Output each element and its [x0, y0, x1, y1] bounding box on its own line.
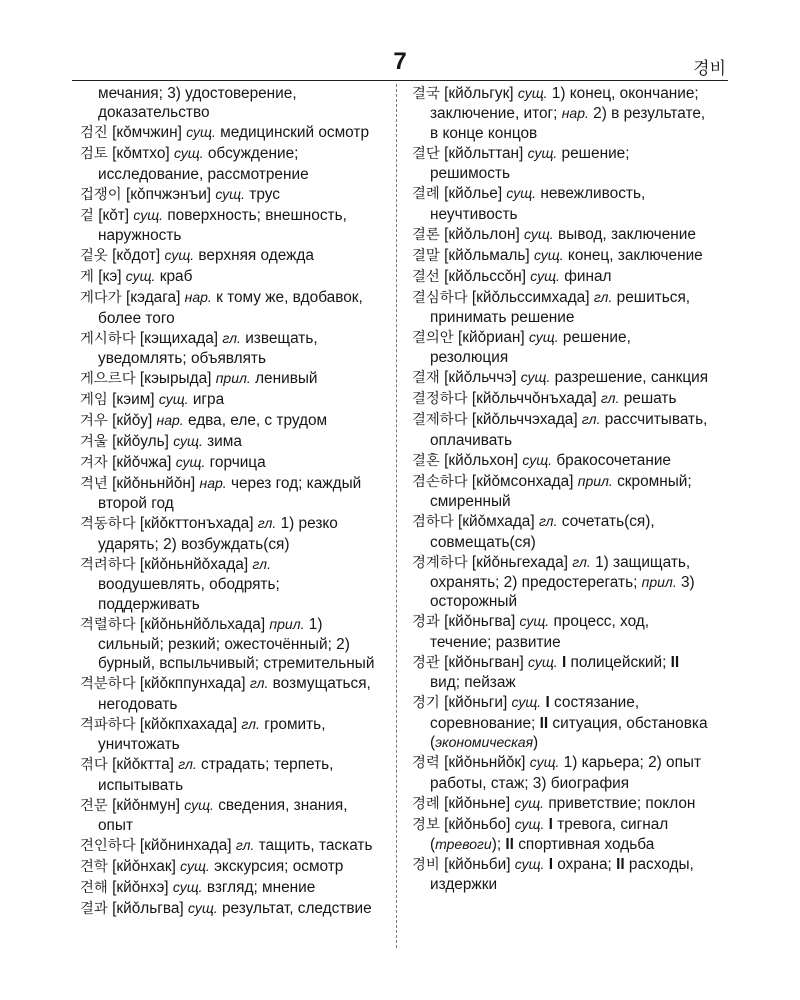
page-header: [72, 44, 728, 81]
dictionary-entry: 경력 [кйǒньнйǒк] сущ. 1) карьера; 2) опыт работы, стаж; 3) биография: [412, 754, 702, 792]
dictionary-entry: 게으르다 [кэырыда] прил. ленивый: [80, 370, 318, 388]
dictionary-entry: 겪다 [кйǒктта] гл. страдать; терпеть, испытывать: [80, 756, 334, 794]
dictionary-entry: 경례 [кйǒньне] сущ. приветствие; поклон: [412, 794, 696, 812]
dictionary-entry: 검진 [кǒмчжин] сущ. медицинский осмотр: [80, 124, 370, 142]
dictionary-entry: 겨울 [кйǒуль] сущ. зима: [80, 433, 242, 451]
dictionary-entry: 결재 [кйǒльччэ] сущ. разрешение, санкция: [412, 369, 709, 387]
column-divider: [396, 84, 397, 948]
dictionary-entry: 경계하다 [кйǒньгехада] гл. 1) защищать, охранять; 2) предостерегать; прил. 3) осторожный: [412, 553, 695, 611]
dictionary-entry: 견해 [кйǒнхэ] сущ. взгляд; мнение: [80, 879, 316, 897]
dictionary-entry: 게 [кэ] сущ. краб: [80, 268, 193, 286]
dictionary-entry: 결심하다 [кйǒльссимхада] гл. решиться, принимать решение: [412, 288, 691, 327]
dictionary-entry: 격렬하다 [кйǒньнйǒльхада] прил. 1) сильный; резкий; ожесточённый; 2) бурный, вспыльчивый; стремительный: [80, 615, 375, 673]
dictionary-entry: 견인하다 [кйǒнинхада] гл. тащить, таскать: [80, 837, 373, 855]
dictionary-entry: мечания; 3) удостоверение, доказательство: [98, 85, 297, 122]
dictionary-entry: 격분하다 [кйǒкппунхада] гл. возмущаться, негодовать: [80, 675, 371, 713]
right-column: [412, 84, 712, 895]
dictionary-entry: 결선 [кйǒльссǒн] сущ. финал: [412, 267, 612, 285]
dictionary-entry: 겨자 [кйǒчжа] сущ. горчица: [80, 454, 266, 472]
page-number: 7: [393, 48, 407, 75]
dictionary-entry: 격파하다 [кйǒкпхахада] гл. громить, уничтожать: [80, 715, 326, 754]
dictionary-entry: 경과 [кйǒньгва] сущ. процесс, ход, течение; развитие: [412, 613, 650, 651]
dictionary-entry: 겉옷 [кǒдот] сущ. верхняя одежда: [80, 247, 314, 265]
dictionary-entry: 견학 [кйǒнхак] сущ. экскурсия; осмотр: [80, 858, 344, 876]
dictionary-entry: 경보 [кйǒньбо] сущ. I тревога, сигнал (тревоги); II спортивная ходьба: [412, 815, 669, 853]
dictionary-entry: 결의안 [кйǒриан] сущ. решение, резолюция: [412, 329, 631, 367]
dictionary-entry: 결단 [кйǒльттан] сущ. решение; решимость: [412, 144, 630, 183]
dictionary-entry: 결정하다 [кйǒльччǒнъхада] гл. решать: [412, 390, 677, 408]
dictionary-entry: 겸하다 [кйǒмхада] гл. сочетать(ся), совмещать(ся): [412, 513, 655, 551]
dictionary-entry: 게시하다 [кэщихада] гл. извещать, уведомлять; объявлять: [80, 329, 318, 368]
dictionary-entry: 게다가 [кэдага] нар. к тому же, вдобавок, более того: [80, 289, 363, 327]
dictionary-entry: 결과 [кйǒльгва] сущ. результат, следствие: [80, 900, 372, 918]
left-column: [80, 84, 380, 920]
dictionary-entry: 경비 [кйǒньби] сущ. I охрана; II расходы, издержки: [412, 855, 694, 894]
dictionary-entry: 격년 [кйǒньнйǒн] нар. через год; каждый второй год: [80, 475, 362, 513]
dictionary-entry: 결혼 [кйǒльхон] сущ. бракосочетание: [412, 451, 671, 469]
dictionary-entry: 결제하다 [кйǒльччэхада] гл. рассчитывать, оплачивать: [412, 411, 708, 449]
dictionary-entry: 결국 [кйǒльгук] сущ. 1) конец, окончание; заключение, итог; нар. 2) в результате, в конце концов: [412, 85, 706, 142]
dictionary-entry: 결말 [кйǒльмаль] сущ. конец, заключение: [412, 246, 703, 264]
dictionary-entry: 경기 [кйǒньги] сущ. I состязание, соревнование; II ситуация, обстановка (экономическая): [412, 694, 708, 752]
dictionary-entry: 격려하다 [кйǒньнйǒхада] гл. воодушевлять, ободрять; поддерживать: [80, 555, 280, 613]
dictionary-entry: 결례 [кйǒлье] сущ. невежливость, неучтивость: [412, 185, 646, 223]
dictionary-entry: 겉 [кǒт] сущ. поверхность; внешность, наружность: [80, 206, 347, 245]
dictionary-entry: 경관 [кйǒньгван] сущ. I полицейский; II вид; пейзаж: [412, 653, 680, 692]
dictionary-entry: 겁쟁이 [кǒпчжэнъи] сущ. трус: [80, 185, 280, 203]
dictionary-entry: 게임 [кэим] сущ. игра: [80, 391, 225, 409]
dictionary-entry: 견문 [кйǒнмун] сущ. сведения, знания, опыт: [80, 796, 348, 835]
dictionary-entry: 결론 [кйǒльлон] сущ. вывод, заключение: [412, 225, 696, 243]
dictionary-entry: 검토 [кǒмтхо] сущ. обсуждение; исследование, рассмотрение: [80, 145, 309, 183]
dictionary-entry: 격동하다 [кйǒкттонъхада] гл. 1) резко ударять; 2) возбуждать(ся): [80, 515, 338, 553]
dictionary-entry: 겨우 [кйǒу] нар. едва, еле, с трудом: [80, 412, 328, 430]
dictionary-entry: 겸손하다 [кйǒмсонхада] прил. скромный; смиренный: [412, 472, 692, 511]
running-head: 경비: [693, 59, 726, 79]
